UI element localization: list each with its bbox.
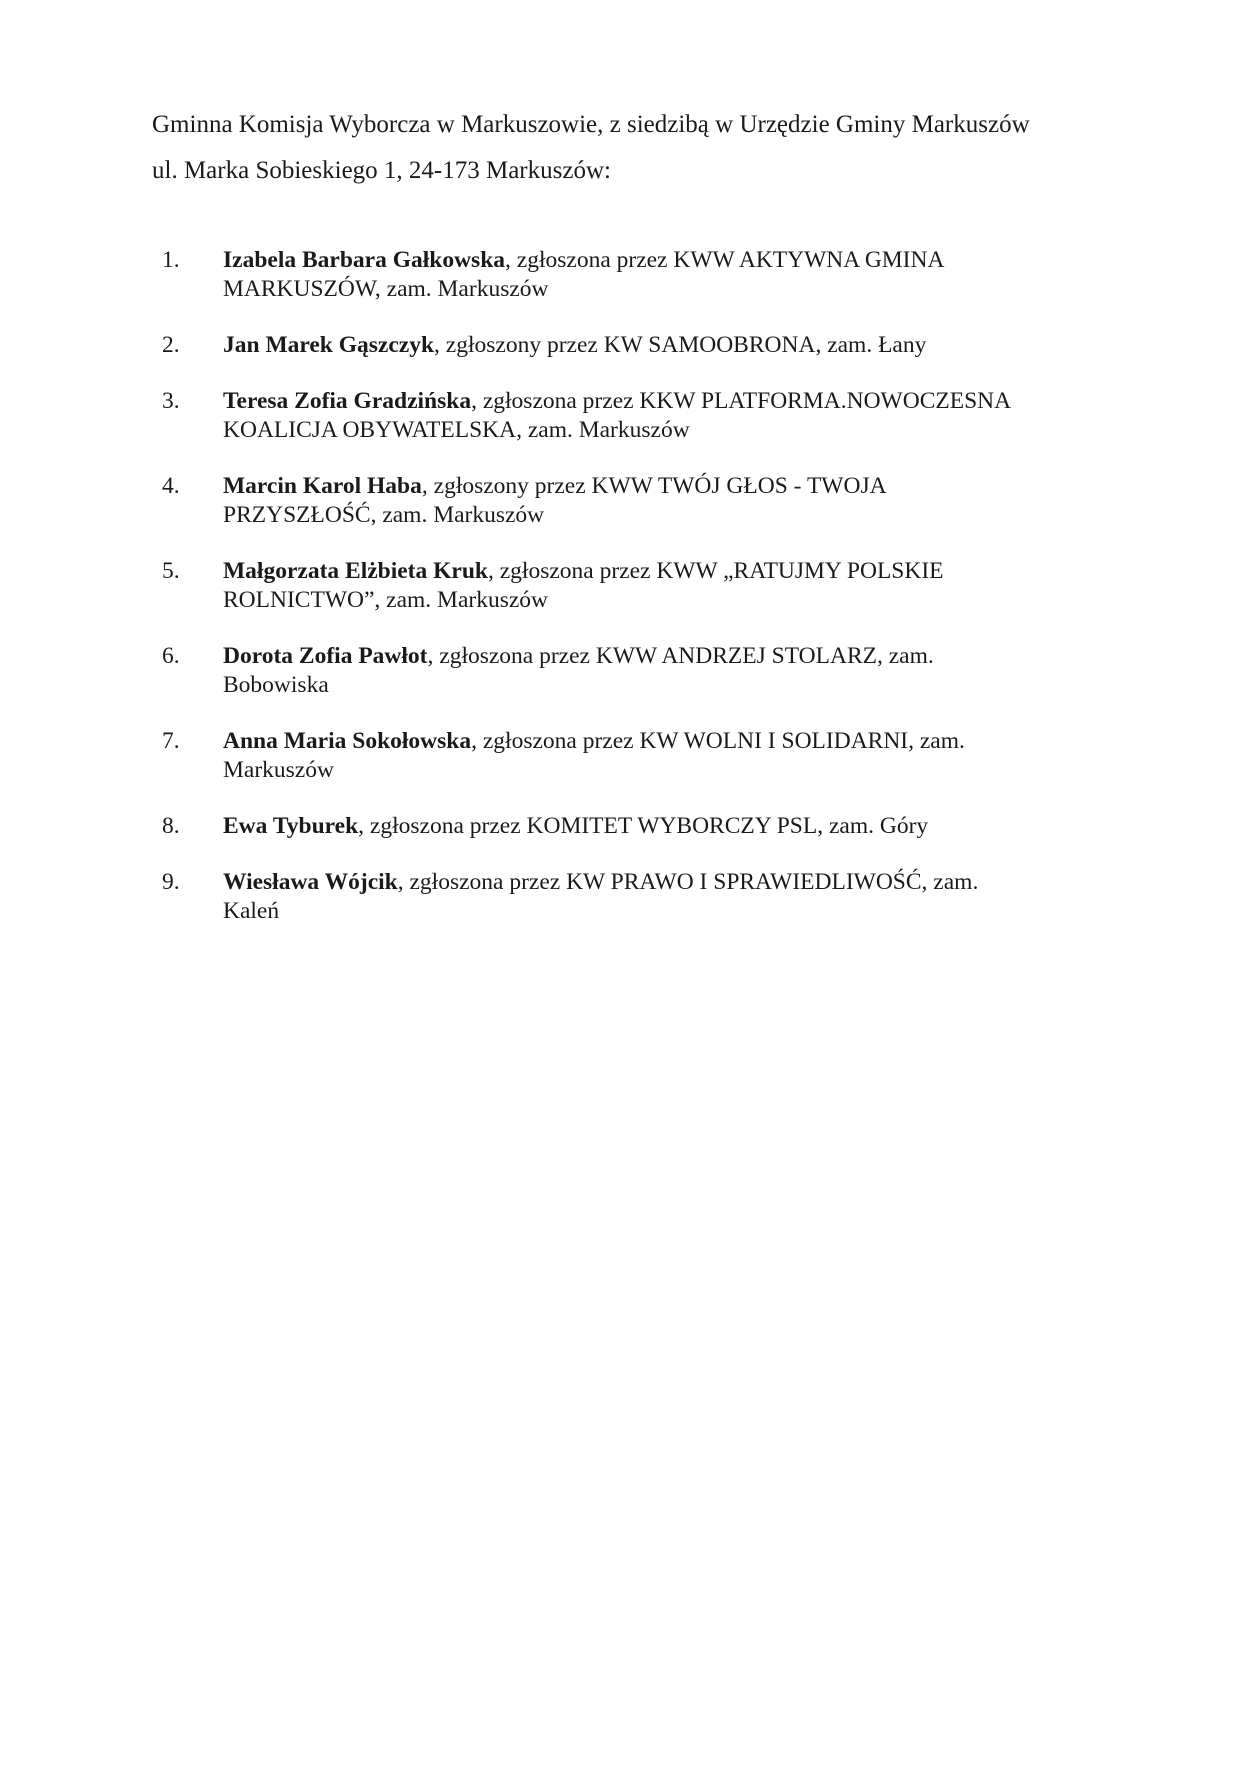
item-number: 9.	[162, 869, 180, 895]
list-item	[0, 246, 1260, 304]
list-item	[0, 642, 1260, 700]
item-text	[223, 727, 1103, 785]
member-list	[0, 246, 1260, 953]
item-number: 5.	[162, 558, 180, 584]
member-details-continued: Kaleń	[223, 898, 280, 924]
item-text	[223, 331, 1103, 360]
member-details: , zgłoszony przez KW SAMOOBRONA, zam. Łany	[434, 332, 927, 358]
item-text	[223, 387, 1103, 445]
member-details-continued: Bobowiska	[223, 672, 329, 698]
header-line-1: Gminna Komisja Wyborcza w Markuszowie, z siedzibą w Urzędzie Gminy Markuszów	[152, 111, 1030, 138]
member-name: Małgorzata Elżbieta Kruk	[223, 558, 488, 584]
item-number: 1.	[162, 247, 180, 273]
member-details-continued: PRZYSZŁOŚĆ, zam. Markuszów	[223, 502, 545, 528]
member-name: Teresa Zofia Gradzińska	[223, 388, 472, 414]
member-name: Ewa Tyburek	[223, 813, 359, 839]
member-details-continued: ROLNICTWO”, zam. Markuszów	[223, 587, 548, 613]
item-number: 6.	[162, 643, 180, 669]
item-number: 2.	[162, 332, 180, 358]
member-name: Wiesława Wójcik	[223, 869, 398, 895]
item-text	[223, 557, 1103, 615]
member-details-continued: KOALICJA OBYWATELSKA, zam. Markuszów	[223, 417, 690, 443]
item-number: 4.	[162, 473, 180, 499]
member-details: , zgłoszona przez KKW PLATFORMA.NOWOCZESNA	[471, 388, 1012, 414]
item-text	[223, 812, 1103, 841]
member-name: Dorota Zofia Pawłot	[223, 643, 428, 669]
item-text	[223, 246, 1103, 304]
list-item	[0, 557, 1260, 615]
list-item	[0, 472, 1260, 530]
member-details: , zgłoszona przez KWW AKTYWNA GMINA	[505, 247, 945, 273]
item-text	[223, 472, 1103, 530]
list-item	[0, 812, 1260, 841]
member-details: , zgłoszona przez KW PRAWO I SPRAWIEDLIWOŚĆ, zam.	[397, 869, 979, 895]
list-item	[0, 727, 1260, 785]
member-name: Jan Marek Gąszczyk	[223, 332, 435, 358]
member-details: , zgłoszony przez KWW TWÓJ GŁOS - TWOJA	[421, 473, 887, 499]
member-name: Marcin Karol Haba	[223, 473, 422, 499]
member-details-continued: MARKUSZÓW, zam. Markuszów	[223, 276, 549, 302]
header-line-2: ul. Marka Sobieskiego 1, 24-173 Markuszów:	[152, 157, 611, 184]
list-item	[0, 868, 1260, 926]
member-details: , zgłoszona przez KWW ANDRZEJ STOLARZ, zam.	[427, 643, 934, 669]
member-details-continued: Markuszów	[223, 757, 334, 783]
member-details: , zgłoszona przez KWW „RATUJMY POLSKIE	[487, 558, 944, 584]
list-item	[0, 387, 1260, 445]
list-item	[0, 331, 1260, 360]
item-text	[223, 868, 1103, 926]
member-details: , zgłoszona przez KW WOLNI I SOLIDARNI, zam.	[471, 728, 965, 754]
member-details: , zgłoszona przez KOMITET WYBORCZY PSL, zam. Góry	[358, 813, 929, 839]
member-name: Izabela Barbara Gałkowska	[223, 247, 506, 273]
member-name: Anna Maria Sokołowska	[223, 728, 472, 754]
item-text	[223, 642, 1103, 700]
item-number: 3.	[162, 388, 180, 414]
item-number: 7.	[162, 728, 180, 754]
item-number: 8.	[162, 813, 180, 839]
commission-header	[152, 102, 1152, 194]
